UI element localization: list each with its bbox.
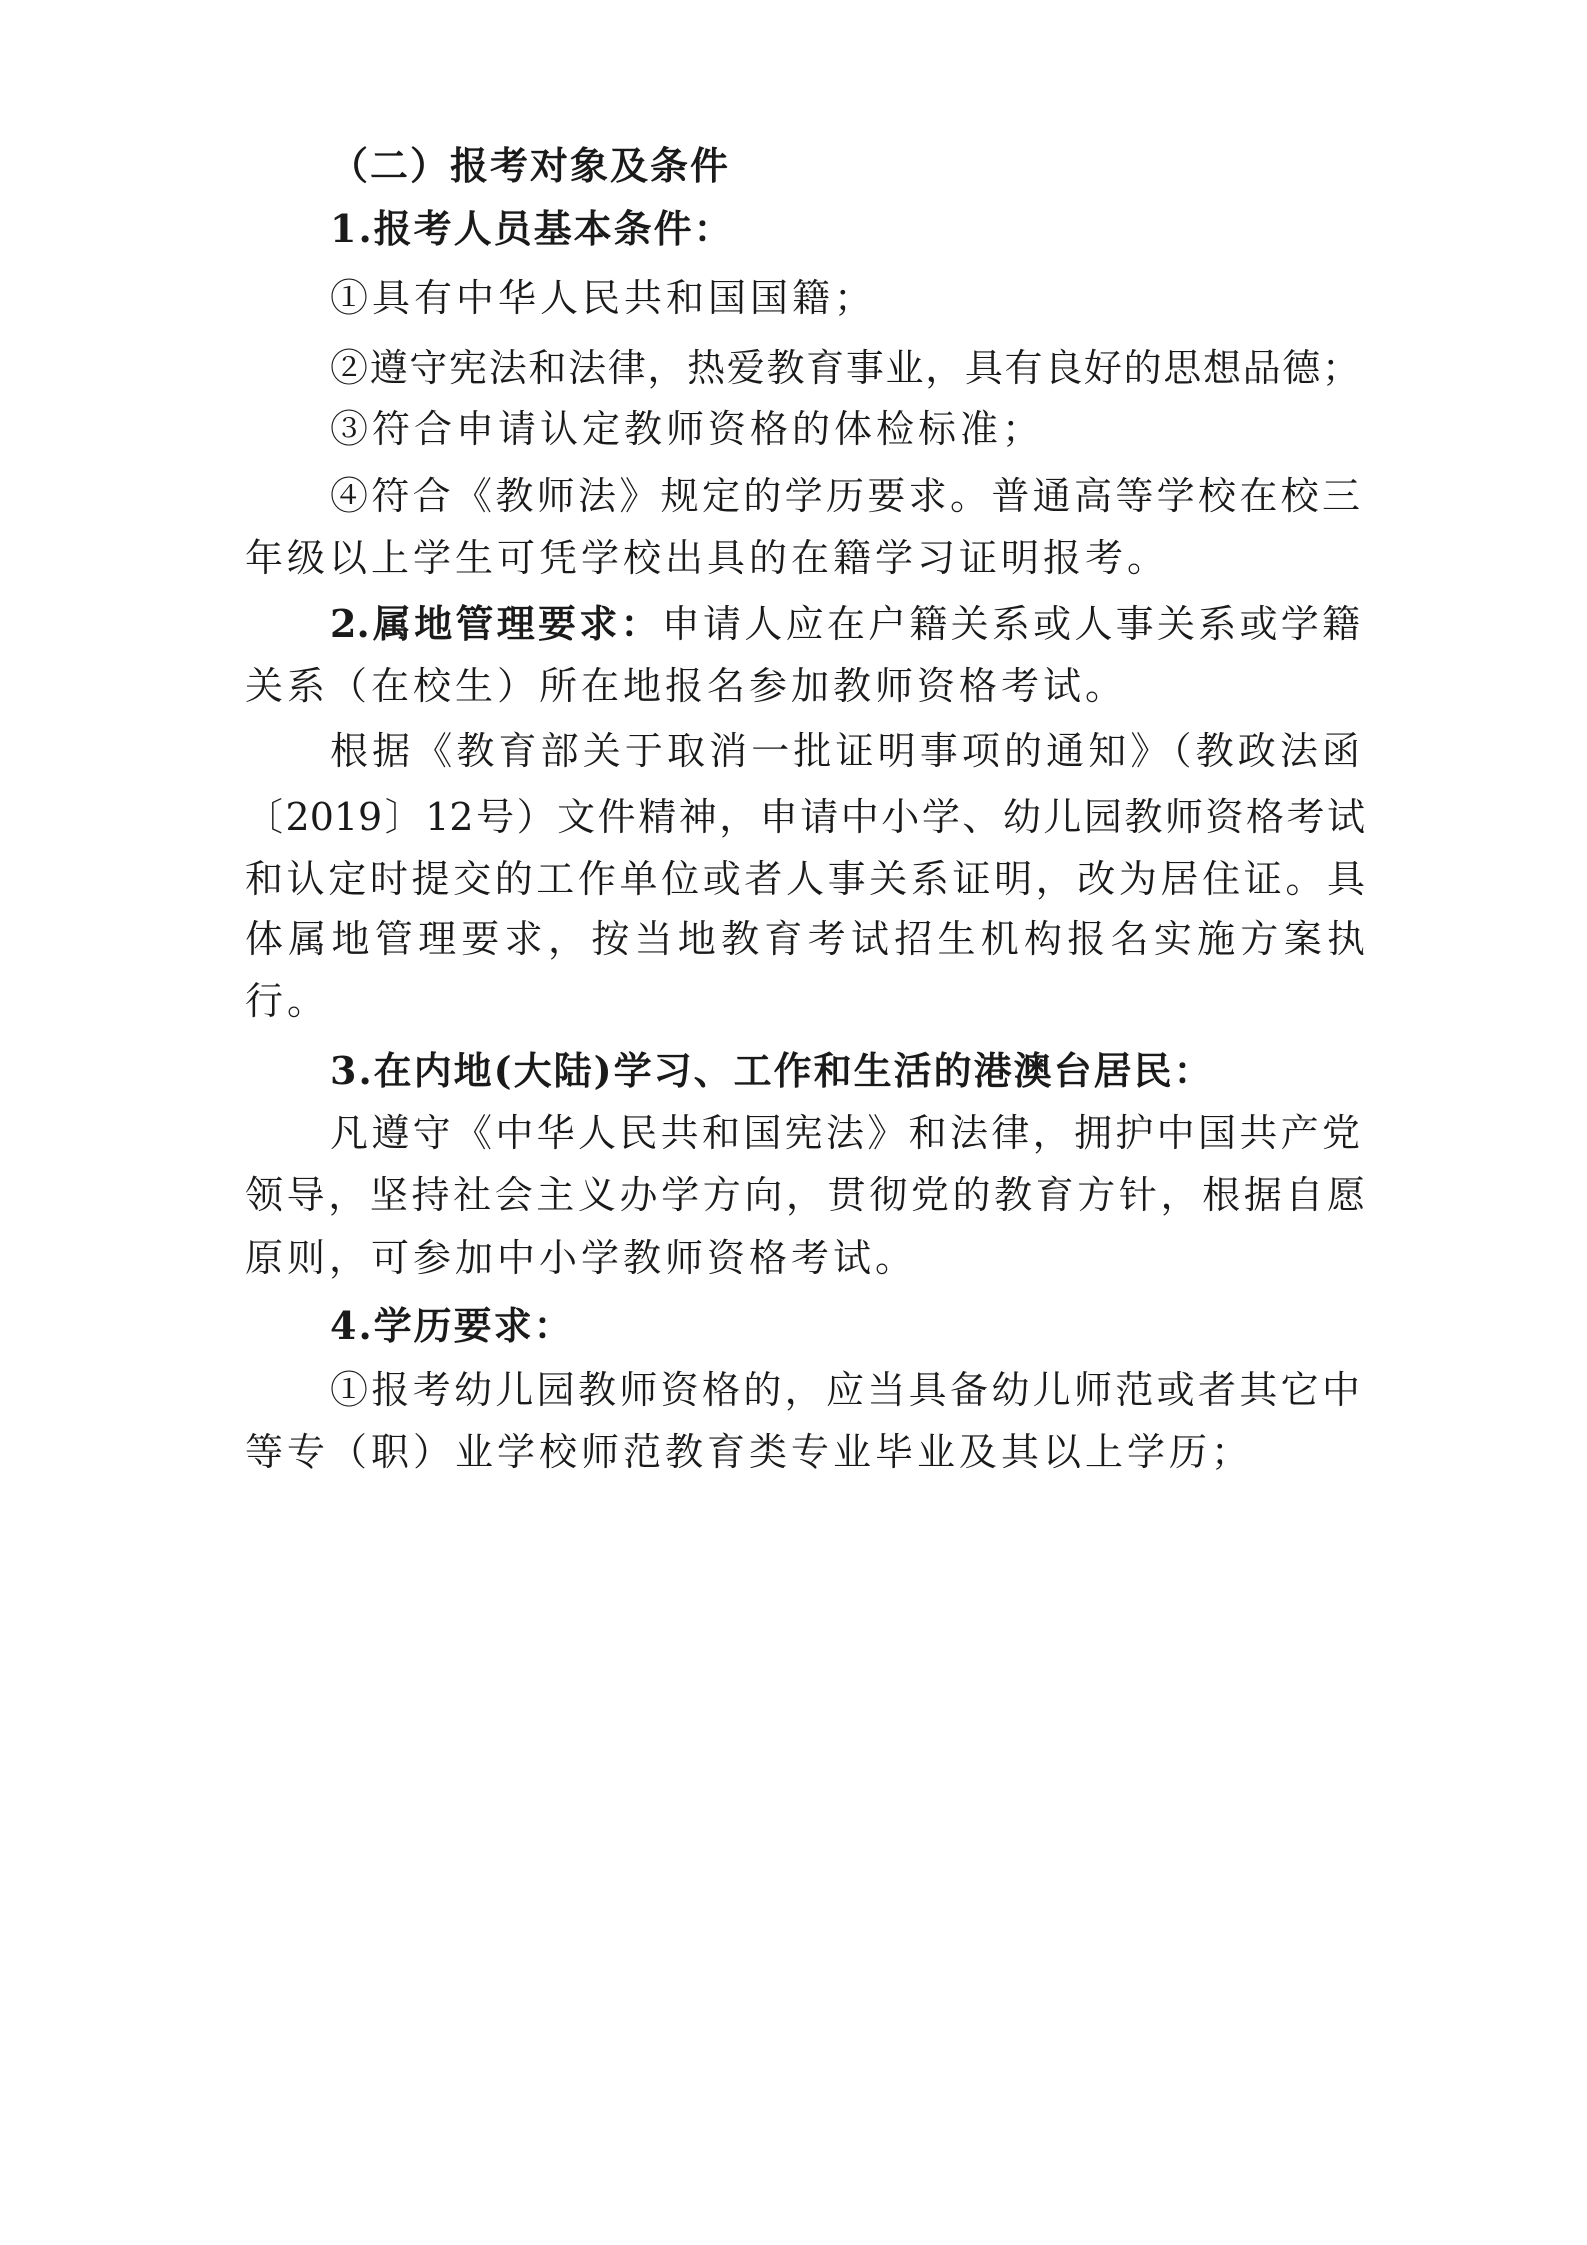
item2-first-line — [330, 598, 1360, 650]
condition-4-line2: 年级以上学生可凭学校出具的在籍学习证明报考。 — [245, 536, 1170, 580]
condition-1: ①具有中华人民共和国国籍； — [330, 276, 877, 320]
item3-para-line2: 领导，坚持社会主义办学方向，贯彻党的教育方针，根据自愿 — [245, 1173, 1365, 1217]
item2-label: 2.属地管理要求： — [330, 601, 662, 646]
item3-para-line1: 凡遵守《中华人民共和国宪法》和法律，拥护中国共产党 — [330, 1111, 1360, 1155]
condition-4-line1: ④符合《教师法》规定的学历要求。普通高等学校在校三 — [330, 474, 1360, 518]
item1-heading: 1.报考人员基本条件： — [330, 206, 734, 251]
item2-para-line5: 行。 — [245, 979, 330, 1023]
item2-text-line2: 关系（在校生）所在地报名参加教师资格考试。 — [245, 664, 1128, 708]
item2-para-line1: 根据《教育部关于取消一批证明事项的通知》（教政法函 — [330, 729, 1360, 773]
item3-heading: 3.在内地(大陆)学习、工作和生活的港澳台居民： — [330, 1048, 1214, 1093]
item2-para-line3: 和认定时提交的工作单位或者人事关系证明，改为居住证。具 — [245, 857, 1365, 901]
item4-heading: 4.学历要求： — [330, 1303, 574, 1348]
item2-para-line2: 〔2019〕12号）文件精神，申请中小学、幼儿园教师资格考试 — [245, 795, 1365, 839]
item4-para-line2: 等专（职）业学校师范教育类专业毕业及其以上学历； — [245, 1430, 1254, 1474]
item2-text-line1: 申请人应在户籍关系或人事关系或学籍 — [661, 602, 1360, 646]
section-heading: （二）报考对象及条件 — [330, 143, 731, 188]
item4-para-line1: ①报考幼儿园教师资格的，应当具备幼儿师范或者其它中 — [330, 1368, 1360, 1412]
condition-3: ③符合申请认定教师资格的体检标准； — [330, 407, 1045, 451]
item3-para-line3: 原则，可参加中小学教师资格考试。 — [245, 1236, 918, 1280]
item2-para-line4: 体属地管理要求，按当地教育考试招生机构报名实施方案执 — [245, 917, 1365, 961]
condition-2: ②遵守宪法和法律，热爱教育事业，具有良好的思想品德； — [330, 346, 1360, 390]
